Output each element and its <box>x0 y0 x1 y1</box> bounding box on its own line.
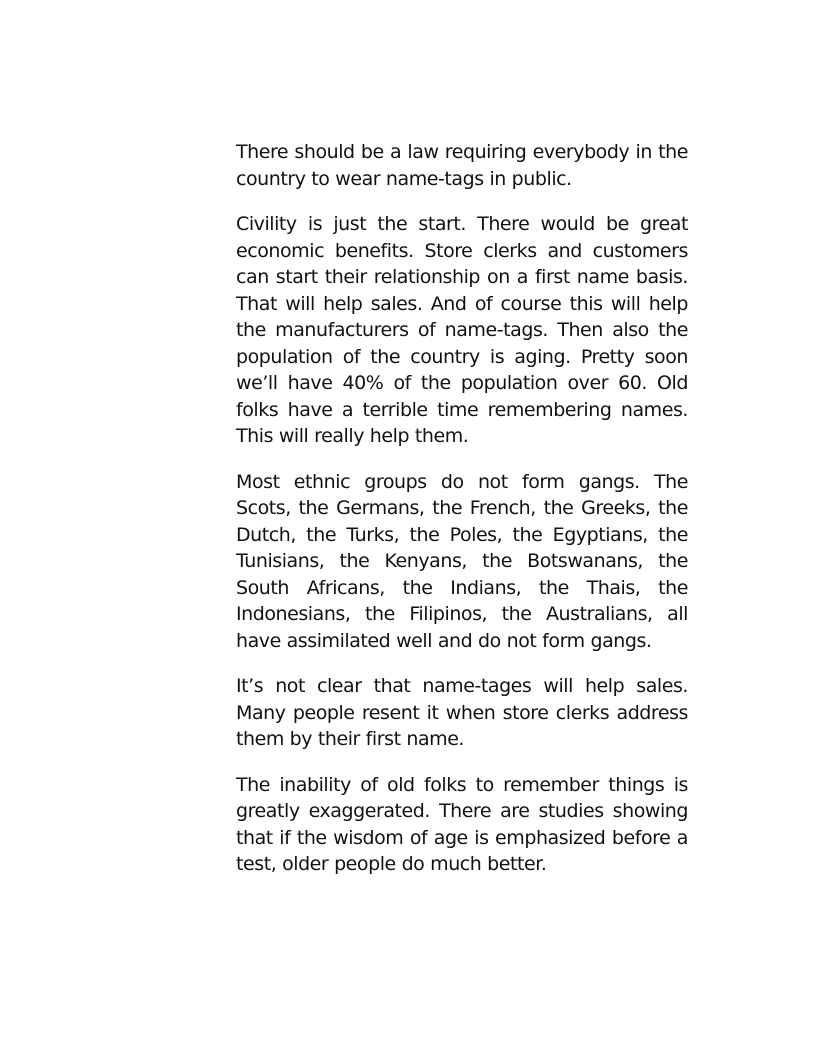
paragraph-old-folks-memory: The inability of old folks to remember things is greatly exaggerated. There are studies showing that if the wisdom of age is emphasized before a test, older people do much better. <box>236 773 688 875</box>
paragraph-ethnic-groups: Most ethnic groups do not form gangs. The Scots, the Germans, the French, the Greeks, the Dutch, the Turks, the Poles, the Egyptians, the Tunisians, the Kenyans, the Botswanans, the South Africans, the Indians, the Thais, the Indonesians, the Filipinos, the Australians, all have assimilated well and do not form gangs. <box>236 470 688 652</box>
paragraph-name-tag-law: There should be a law requiring everybody in the country to wear name-tags in public. <box>236 141 688 190</box>
document-body <box>236 139 688 897</box>
paragraph-sales-doubt: It’s not clear that name-tages will help sales. Many people resent it when store clerks address them by their first name. <box>236 675 688 750</box>
paragraph-benefits: Civility is just the start. There would be great economic benefits. Store clerks and customers can start their relationship on a first name basis. That will help sales. And of course this will help the manufacturers of name-tags. Then also the population of the country is aging. Pretty soon we’ll have 40% of the population over 60. Old folks have a terrible time remembering names. This will really help them. <box>236 213 688 447</box>
